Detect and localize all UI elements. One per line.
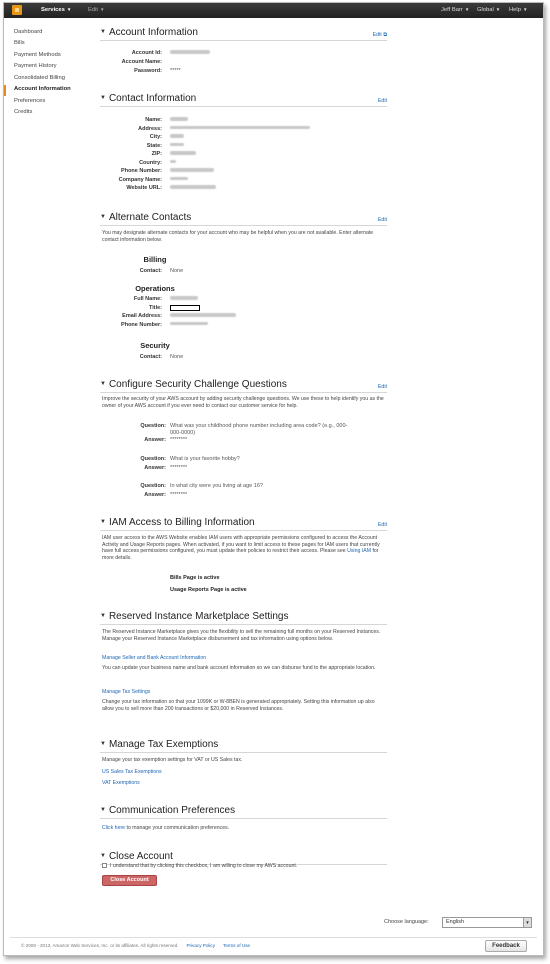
close-account-checkbox[interactable] bbox=[102, 863, 107, 868]
us-sales-tax-link[interactable]: US Sales Tax Exemptions bbox=[102, 769, 162, 775]
copyright-text: © 2008 - 2013, Amazon Web Services, Inc. or its affiliates. All rights reserved. bbox=[21, 943, 179, 948]
terms-of-use-link[interactable]: Terms of Use bbox=[223, 943, 251, 948]
communication-text: to manage your communication preferences. bbox=[126, 825, 230, 831]
account-id-value bbox=[170, 50, 210, 57]
privacy-policy-link[interactable]: Privacy Policy bbox=[186, 943, 216, 948]
contact-value: None bbox=[170, 268, 184, 274]
field-label: Contact: bbox=[139, 268, 162, 274]
section-header bbox=[100, 517, 387, 531]
edit-link[interactable]: Edit bbox=[377, 217, 387, 223]
help-label: Help bbox=[509, 7, 521, 13]
section-header bbox=[100, 212, 387, 226]
bills-page-status: Bills Page is active bbox=[170, 575, 220, 581]
footer-divider bbox=[10, 937, 537, 938]
billing-contact-row bbox=[100, 268, 387, 276]
contact-row bbox=[100, 185, 387, 193]
chevron-down-icon: ▼ bbox=[66, 7, 72, 12]
section-title[interactable] bbox=[100, 212, 191, 225]
reserved-instance-section bbox=[100, 611, 387, 721]
tax-settings-description: Change your tax information so that your 1099K or W-8BEN is generated appropriately. Setting this information up also allow you to sell more than 200 transactions or $20,000 in Reserved Instances. bbox=[102, 699, 375, 712]
blurred-value bbox=[170, 126, 310, 133]
section-title-text: Alternate Contacts bbox=[108, 212, 192, 223]
contact-row bbox=[100, 160, 387, 168]
help-menu[interactable] bbox=[509, 7, 527, 14]
section-description bbox=[102, 825, 387, 832]
blurred-value bbox=[170, 313, 236, 320]
section-header bbox=[100, 805, 387, 819]
section-title-text: Manage Tax Exemptions bbox=[108, 739, 219, 750]
blurred-value bbox=[170, 134, 184, 141]
section-description bbox=[102, 535, 387, 561]
contact-row bbox=[100, 117, 387, 125]
blurred-value bbox=[170, 143, 184, 150]
section-title[interactable] bbox=[100, 851, 173, 864]
manage-seller-bank-link[interactable]: Manage Seller and Bank Account Information bbox=[102, 655, 207, 661]
footer bbox=[21, 943, 250, 949]
section-title-text: IAM Access to Billing Information bbox=[108, 517, 255, 528]
seller-bank-description: You can update your business name and bank account information so we can disburse fund to the appropriate location. bbox=[102, 665, 376, 671]
sidebar-item-payment-history[interactable]: Payment History bbox=[14, 63, 57, 70]
section-header bbox=[100, 27, 387, 41]
field-label: Answer: bbox=[144, 491, 166, 498]
contact-information-section bbox=[100, 93, 387, 203]
contact-row bbox=[100, 143, 387, 151]
communication-preferences-section bbox=[100, 805, 387, 840]
chevron-down-icon: ▼ bbox=[522, 7, 528, 12]
blurred-value bbox=[170, 185, 216, 192]
security-contact-row bbox=[100, 354, 387, 362]
iam-description-text: IAM user access to the AWS Website enables IAM users with appropriate permissions configured to access the Account Activity and Usage Reports pages. When activated, if you want to limit access to these pages for IAM users that currently have full access permissions configured, you must update their policies to restrict their access. Please see bbox=[102, 535, 380, 554]
contact-row bbox=[100, 177, 387, 185]
click-here-link[interactable]: Click here bbox=[102, 825, 126, 831]
security-question-row bbox=[100, 483, 387, 491]
contact-row bbox=[100, 126, 387, 134]
field-label: City: bbox=[149, 134, 162, 140]
blurred-value bbox=[170, 322, 208, 329]
aws-logo-icon[interactable] bbox=[11, 5, 23, 16]
sidebar-item-credits[interactable]: Credits bbox=[14, 109, 33, 116]
operations-row bbox=[100, 305, 387, 313]
operations-row bbox=[100, 322, 387, 330]
password-value: ***** bbox=[170, 68, 181, 74]
edit-menu[interactable] bbox=[88, 7, 104, 14]
security-answer-row bbox=[100, 465, 387, 473]
blurred-value bbox=[170, 160, 176, 167]
collapse-triangle-icon: ▼ bbox=[100, 613, 106, 619]
edit-link[interactable]: Edit bbox=[377, 384, 387, 390]
choose-language-label: Choose language: bbox=[384, 919, 429, 925]
field-label: Address: bbox=[138, 125, 162, 132]
security-heading: Security bbox=[140, 341, 170, 350]
sidebar-item-consolidated-billing[interactable]: Consolidated Billing bbox=[14, 74, 65, 81]
contact-row bbox=[100, 151, 387, 159]
sidebar-item-payment-methods[interactable]: Payment Methods bbox=[14, 51, 61, 58]
blurred-value bbox=[170, 177, 188, 184]
section-title[interactable] bbox=[100, 27, 198, 40]
region-label: Global bbox=[477, 7, 494, 13]
manage-tax-settings-link[interactable]: Manage Tax Settings bbox=[102, 689, 151, 695]
blurred-value bbox=[170, 296, 198, 303]
services-label: Services bbox=[41, 7, 65, 13]
blurred-value bbox=[170, 168, 214, 175]
field-label: Email Address: bbox=[122, 313, 162, 319]
question-text: In what city were you living at age 16? bbox=[170, 483, 263, 489]
security-answer-row bbox=[100, 437, 387, 445]
section-title-text: Reserved Instance Marketplace Settings bbox=[108, 611, 289, 622]
collapse-triangle-icon: ▼ bbox=[100, 95, 106, 101]
selected-language: English bbox=[446, 919, 465, 925]
field-label: Answer: bbox=[144, 464, 166, 471]
security-question-row bbox=[100, 456, 387, 464]
collapse-triangle-icon: ▼ bbox=[100, 519, 106, 525]
contact-row bbox=[100, 168, 387, 176]
section-title[interactable] bbox=[100, 739, 218, 752]
section-title[interactable] bbox=[100, 517, 255, 530]
section-title-text: Close Account bbox=[108, 851, 173, 862]
field-label: Country: bbox=[139, 159, 162, 166]
close-account-checkbox-label: I understand that by clicking this checkbox, I am willing to close my AWS account. bbox=[110, 863, 298, 869]
top-navigation-bar bbox=[4, 3, 543, 18]
close-account-section bbox=[100, 851, 387, 891]
field-label: Title: bbox=[148, 304, 162, 311]
section-title[interactable] bbox=[100, 379, 287, 392]
collapse-triangle-icon: ▼ bbox=[100, 853, 106, 859]
collapse-triangle-icon: ▼ bbox=[100, 741, 106, 747]
usage-reports-status: Usage Reports Page is active bbox=[170, 587, 247, 593]
edit-link[interactable]: Edit bbox=[377, 98, 387, 104]
section-header bbox=[100, 739, 387, 753]
security-question-row bbox=[100, 423, 387, 437]
vat-exemptions-link[interactable]: VAT Exemptions bbox=[102, 780, 140, 786]
sidebar bbox=[4, 27, 84, 119]
contact-row bbox=[100, 134, 387, 142]
edit-label: Edit bbox=[88, 7, 98, 13]
field-label: Question: bbox=[140, 456, 166, 462]
field-label: Contact: bbox=[139, 354, 162, 360]
collapse-triangle-icon: ▼ bbox=[100, 214, 106, 220]
user-menu[interactable] bbox=[441, 7, 469, 14]
field-label: Phone Number: bbox=[121, 321, 162, 328]
field-label: Website URL: bbox=[126, 185, 162, 191]
chevron-down-icon: ▼ bbox=[495, 7, 501, 12]
billing-heading: Billing bbox=[143, 255, 167, 264]
feedback-button[interactable]: Feedback bbox=[485, 940, 527, 952]
account-id-row bbox=[100, 50, 387, 58]
tax-exemptions-section bbox=[100, 739, 387, 794]
section-header bbox=[100, 379, 387, 393]
section-header bbox=[100, 611, 387, 625]
browser-frame bbox=[3, 2, 544, 956]
operations-heading: Operations bbox=[135, 284, 175, 293]
collapse-triangle-icon: ▼ bbox=[100, 29, 106, 35]
section-title[interactable] bbox=[100, 805, 235, 818]
field-label: Password: bbox=[134, 68, 162, 74]
field-label: Account Name: bbox=[121, 59, 162, 65]
edit-link[interactable] bbox=[373, 32, 387, 39]
sidebar-item-preferences[interactable]: Preferences bbox=[14, 97, 46, 104]
services-menu[interactable] bbox=[41, 7, 71, 14]
operations-row bbox=[100, 313, 387, 321]
field-label: Phone Number: bbox=[121, 168, 162, 174]
section-title-text: Configure Security Challenge Questions bbox=[108, 379, 287, 390]
field-label: Company Name: bbox=[118, 176, 162, 183]
section-header bbox=[100, 93, 387, 107]
section-title[interactable] bbox=[100, 93, 196, 106]
edit-link-text: Edit bbox=[372, 32, 382, 38]
account-information-section bbox=[100, 27, 387, 77]
section-title-text: Contact Information bbox=[108, 93, 197, 104]
sidebar-item-bills[interactable]: Bills bbox=[14, 40, 25, 47]
section-description: The Reserved Instance Marketplace gives you the flexibility to sell the remaining full months on your Reserved Instances. Manage your Reserved Instance Marketplace disbursement and tax information using options below. bbox=[102, 629, 381, 642]
field-label: Name: bbox=[145, 117, 162, 123]
contact-value: None bbox=[170, 354, 184, 360]
question-text: What was your childhood phone number including area code? (e.g., 000-000-0000) bbox=[170, 423, 348, 436]
answer-value: ******** bbox=[170, 491, 188, 498]
blurred-value bbox=[170, 151, 196, 158]
chevron-down-icon: ▼ bbox=[464, 7, 470, 12]
question-text: What is your favorite hobby? bbox=[170, 456, 240, 462]
chevron-down-icon: ▼ bbox=[100, 7, 105, 12]
field-label: ZIP: bbox=[151, 151, 162, 157]
using-iam-link[interactable]: Using IAM bbox=[347, 548, 372, 554]
operations-row bbox=[100, 296, 387, 304]
external-edit-icon: ⧉ bbox=[383, 32, 387, 38]
section-description: Manage your tax exemption settings for VAT or US Sales tax. bbox=[102, 757, 243, 763]
answer-value: ******** bbox=[170, 464, 188, 471]
alternate-contacts-section bbox=[100, 212, 387, 362]
security-answer-row bbox=[100, 492, 387, 500]
field-label: Question: bbox=[140, 483, 166, 489]
password-row bbox=[100, 68, 387, 76]
section-title-text: Communication Preferences bbox=[108, 805, 236, 816]
field-label: State: bbox=[146, 142, 162, 149]
iam-access-section bbox=[100, 517, 387, 597]
section-title[interactable] bbox=[100, 611, 289, 624]
close-account-button[interactable]: Close Account bbox=[102, 875, 157, 886]
section-description: Improve the security of your AWS account by adding security challenge questions. We use these to help identify you as the owner of your AWS account if you ever need to contact our customer service for help. bbox=[102, 396, 384, 409]
iam-description-tail: for more details. bbox=[102, 548, 379, 561]
collapse-triangle-icon: ▼ bbox=[100, 807, 106, 813]
field-label: Account Id: bbox=[131, 50, 162, 56]
field-label: Full Name: bbox=[133, 296, 162, 302]
security-questions-section bbox=[100, 379, 387, 509]
blurred-value bbox=[170, 117, 188, 124]
field-label: Question: bbox=[140, 423, 166, 429]
account-name-row bbox=[100, 59, 387, 67]
sidebar-item-account-information[interactable]: Account Information bbox=[4, 85, 84, 97]
region-menu[interactable] bbox=[477, 7, 500, 14]
section-title-text: Account Information bbox=[108, 27, 198, 38]
language-select[interactable] bbox=[442, 917, 532, 928]
answer-value: ******** bbox=[170, 437, 188, 443]
field-label: Answer: bbox=[144, 437, 166, 443]
edit-link[interactable]: Edit bbox=[377, 522, 387, 528]
user-label: Jeff Barr bbox=[441, 7, 463, 13]
chevron-down-icon: ▼ bbox=[523, 918, 531, 927]
redacted-title-value bbox=[170, 305, 200, 313]
sidebar-item-dashboard[interactable]: Dashboard bbox=[14, 28, 43, 35]
section-description: You may designate alternate contacts for your account who may be helpful when you are not available. Enter alternate contact information below. bbox=[102, 230, 374, 243]
collapse-triangle-icon: ▼ bbox=[100, 381, 106, 387]
